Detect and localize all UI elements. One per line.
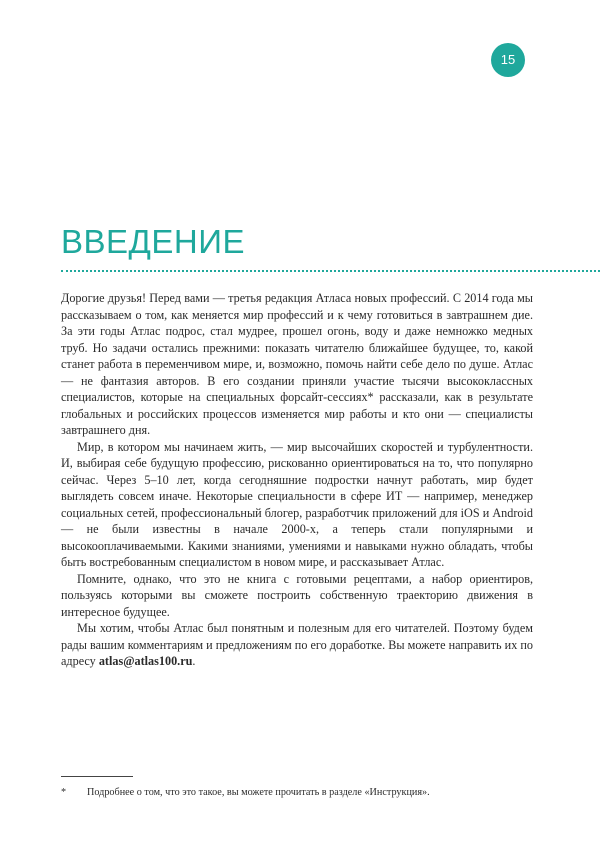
paragraph-4-text: Мы хотим, чтобы Атлас был понятным и полезным для его читателей. Поэтому будем рады вашим комментариям и предложениям по его доработке. Вы можете направить их по адресу (61, 621, 533, 668)
page-title: ВВЕДЕНИЕ (61, 223, 245, 260)
paragraph-4-end: . (192, 654, 196, 668)
paragraph-2: Мир, в котором мы начинаем жить, — мир высочайших скоростей и турбулентности. И, выбирая себе будущую профессию, рискованно ориентироваться на то, что популярно сейчас. Через 5–10 лет, когда сегодняшние подростки начнут работать, мир будет выглядеть совсем иначе. Некоторые специальности в сфере ИТ — например, менеджер социальных сетей, профессиональный блогер, разработчик приложений для iOS и Android — не были известны в начале 2000-х, а теперь стали популярными и высокооплачиваемыми. Какими знаниями, умениями и навыками нужно обладать, чтобы быть востребованным специалистом в новом мире, и рассказывает Атлас. (61, 439, 533, 569)
footnote-mark: * (61, 787, 67, 798)
footnote-text: Подробнее о том, что это такое, вы можете прочитать в разделе «Инструкция». (87, 787, 430, 798)
paragraph-3: Помните, однако, что это не книга с готовыми рецептами, а набор ориентиров, пользуясь которыми вы сможете построить собственную траекторию движения в интересное будущее. (61, 571, 533, 619)
title-dotted-divider (61, 270, 600, 272)
page-number-badge: 15 (491, 43, 525, 77)
paragraph-1: Дорогие друзья! Перед вами — третья редакция Атласа новых профессий. С 2014 года мы рассказываем о том, как меняется мир профессий и к чему готовиться в завтрашнем дие. За эти годы Атлас подрос, стал мудрее, прошел огонь, воду и даже немножко медных труб. Но задачи остались прежними: показать читателю ближайшее будущее, то, какой станет работа в переменчивом мире, и, возможно, помочь найти себе дело по душе. Атлас — не фантазия авторов. В его создании приняли участие тысячи высококлассных специалистов, которые на специальных форсайт-сессиях* рассказали, как в результате глобальных и российских процессов изменяется мир работы и кто они — специалисты завтрашнего дня. (61, 291, 533, 437)
contact-email-link[interactable]: atlas@atlas100.ru (98, 654, 193, 668)
footnote-divider (61, 776, 133, 777)
paragraph-4 (61, 620, 533, 670)
body-text (61, 290, 533, 670)
footnote (61, 786, 533, 800)
